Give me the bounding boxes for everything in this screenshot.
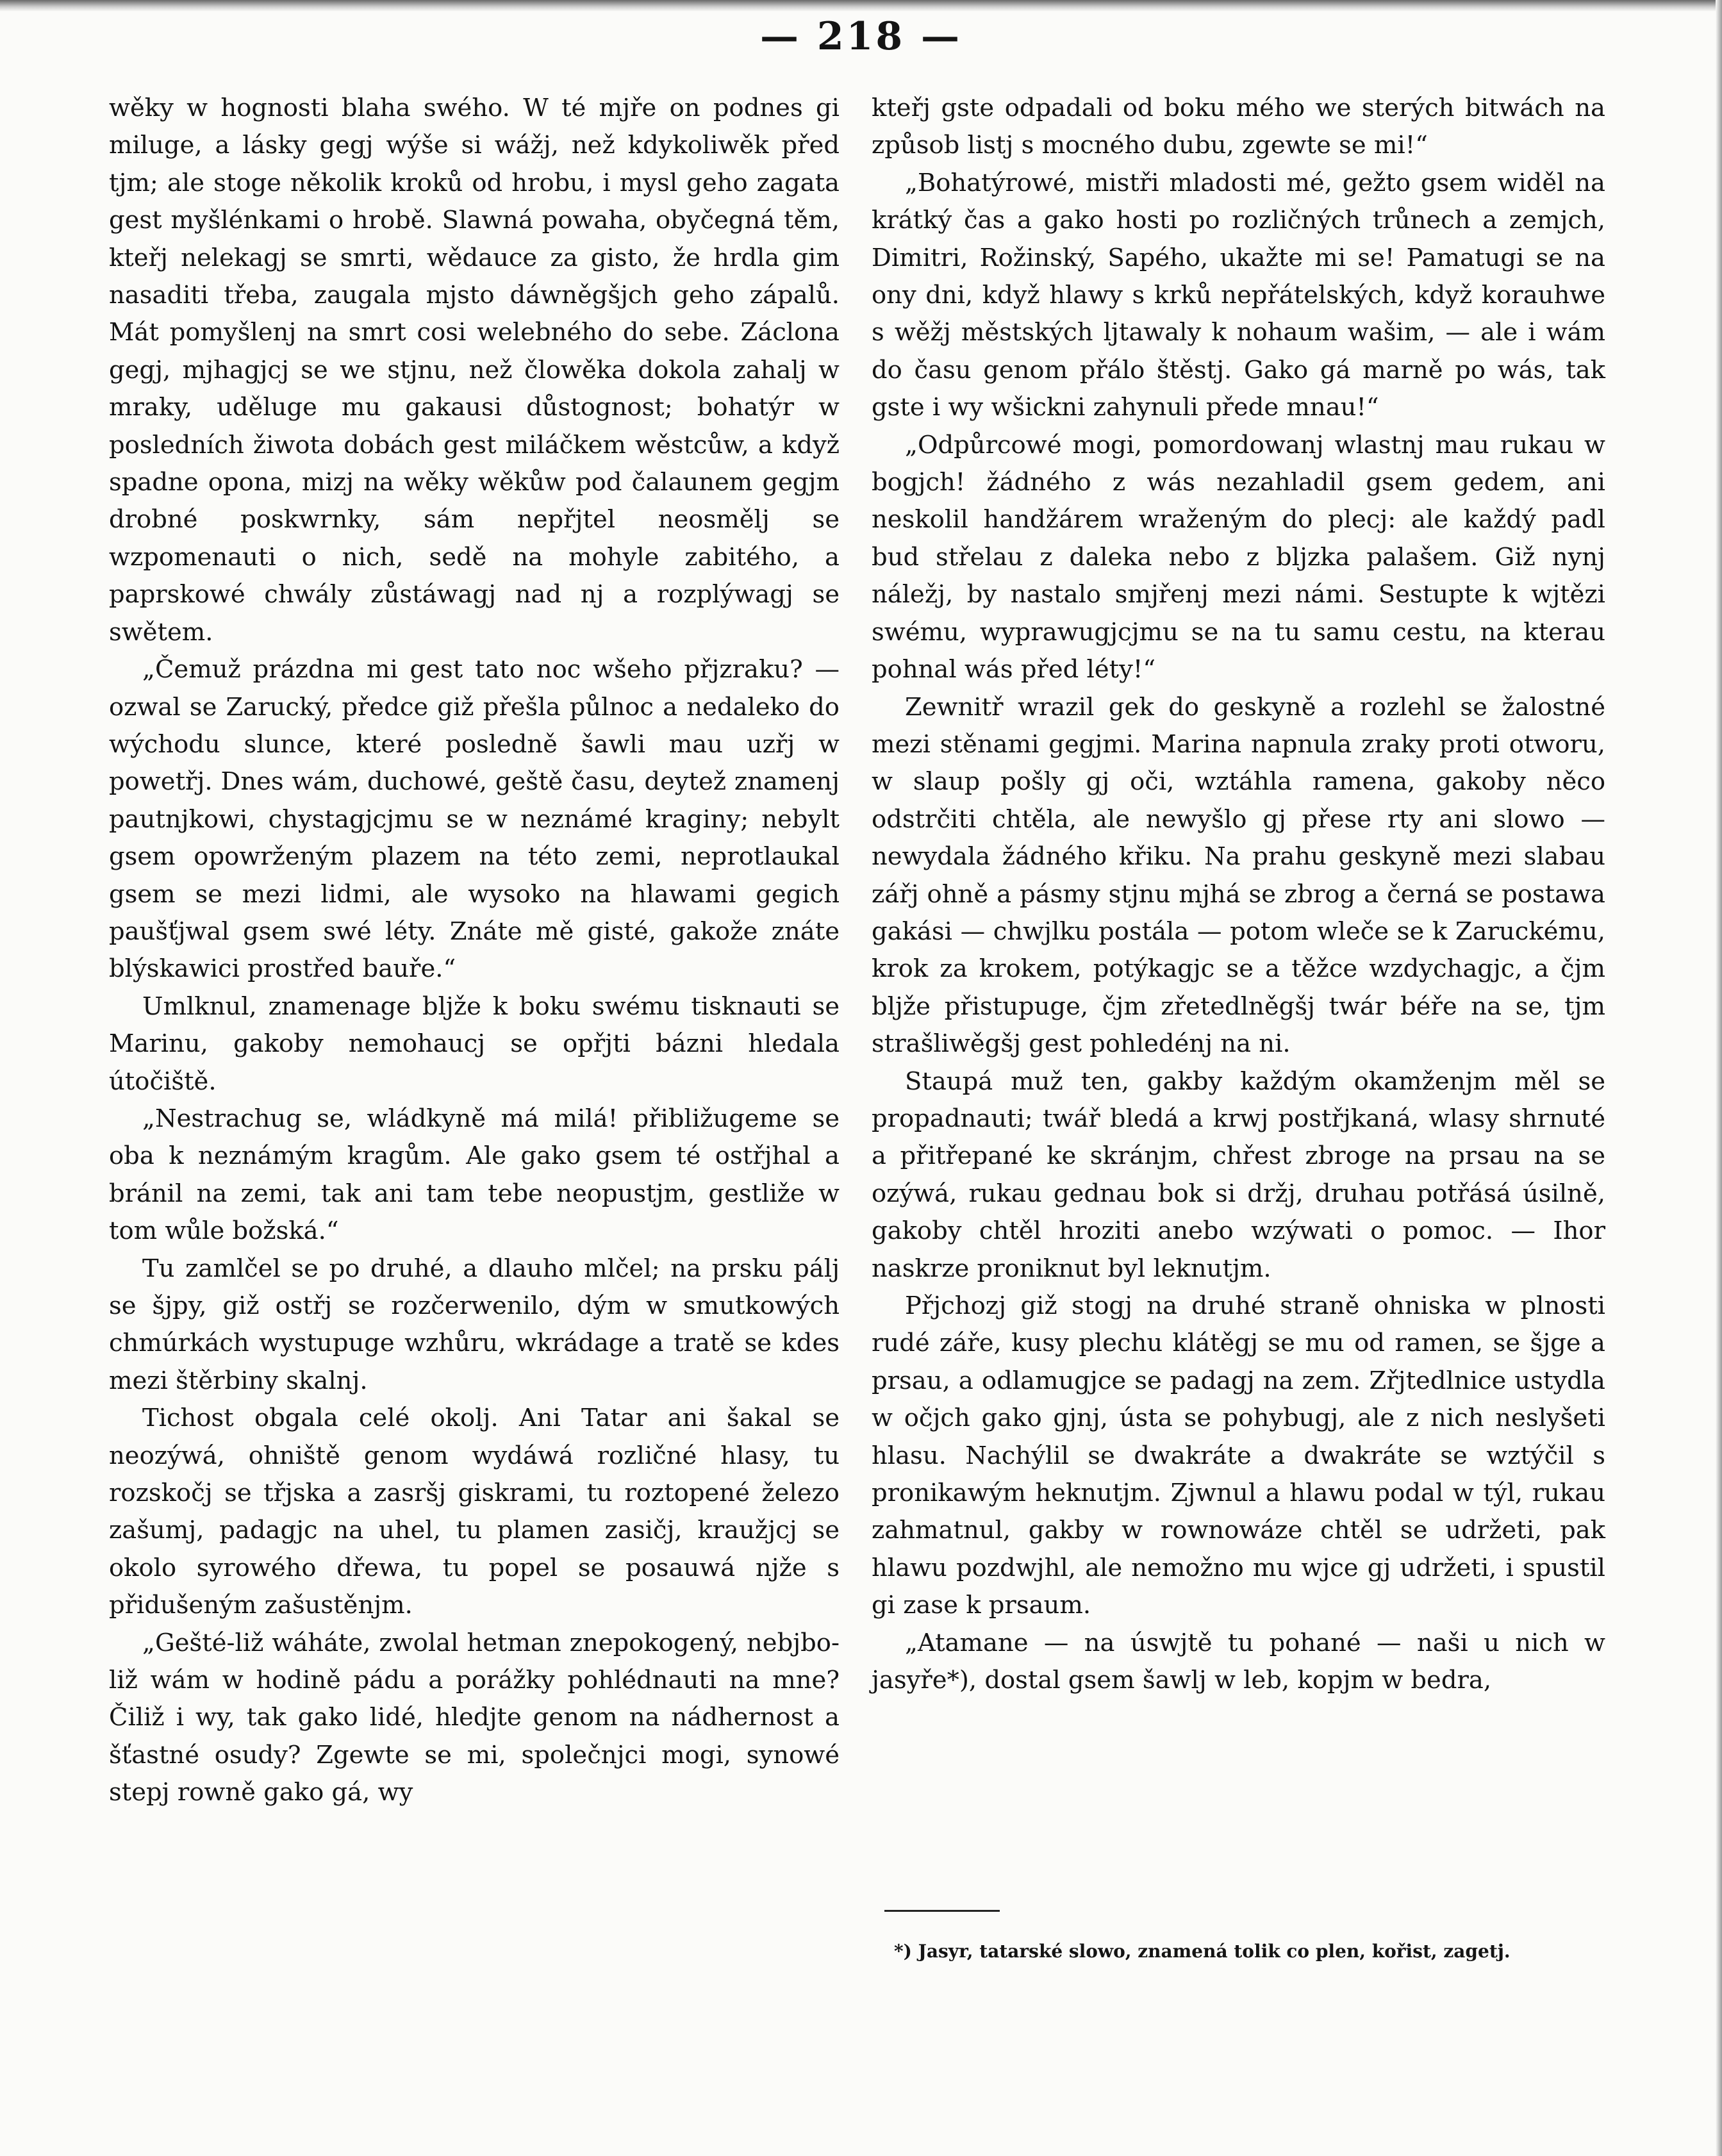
right-column (872, 90, 1605, 1699)
scan-right-edge (1716, 0, 1722, 2156)
paragraph: Tu zamlčel se po druhé, a dlauho mlčel; na prsku pálj se šjpy, giž ostřj se rozčerwenilo, dým w smutkowých chmúrkách wystupuge wzhůru, wkrádage a tratě se kdes mezi štěrbiny skalnj. (109, 1254, 840, 1395)
paragraph: Zewnitř wrazil gek do geskyně a rozlehl se žalostné mezi stěnami gegjmi. Marina napnula zraky proti otworu, w slaup pošly gj oči, wztáhla ramena, gakoby něco odstrčiti chtěla, ale newyšlo gj přese rty ani slowo — newydala žádného křiku. Na prahu geskyně mezi slabau zářj ohně a pásmy stjnu mjhá se zbrog a černá se postawa gakási — chwjlku postála — potom wleče se k Zaruckému, krok za krokem, potýkagjc se a těžce wzdychagjc, a čjm bljže přistupuge, čjm zřetedlněgšj twár béře na se, tjm strašliwěgšj gest pohledénj na ni. (872, 692, 1605, 1059)
paragraph: „Atamane — na úswjtě tu pohané — naši u nich w jasyře*), dostal gsem šawlj w leb, kopjm w bedra, (872, 1628, 1605, 1695)
footnote: *) Jasyr, tatarské slowo, znamená tolik co plen, kořist, zagetj. (894, 1941, 1511, 1962)
paragraph: Přjchozj giž stogj na druhé straně ohniska w plnosti rudé záře, kusy plechu klátěgj se mu od ramen, se šjge a prsau, a odlamugjce se padagj na zem. Zřjtedlnice ustydla w očjch gako gjnj, ústa se pohybugj, ale z nich neslyšeti hlasu. Nachýlil se dwakráte a dwakráte se wztýčil s pronikawým heknutjm. Zjwnul a hlawu podal w týl, rukau zahmatnul, gakby w rownowáze chtěl se udržeti, pak hlawu pozdwjhl, ale nemožno mu wjce gj udržeti, i spustil gi zase k prsaum. (872, 1291, 1605, 1620)
paragraph: „Bohatýrowé, mistři mladosti mé, gežto gsem widěl na krátký čas a gako hosti po rozličných trůnech a zemjch, Dimitri, Rožinský, Sapého, ukažte mi se! Pamatugi se na ony dni, když hlawy s krků nepřátelských, když korauhwe s wěžj městských ljtawaly k nohaum wašim, — ale i wám do času genom přálo štěstj. Gako gá marně po wás, tak gste i wy wšickni zahynuli přede mnau!“ (872, 168, 1605, 422)
paragraph: Umlknul, znamenage bljže k boku swému tisknauti se Marinu, gakoby nemohaucj se opřjti bázni hledala útočiště. (109, 991, 840, 1096)
paragraph: „Čemuž prázdna mi gest tato noc wšeho přjzraku? — ozwal se Zarucký, předce giž přešla půlnoc a nedaleko do wýchodu slunce, které posledně šawli mau uzřj w powetřj. Dnes wám, duchowé, geště času, deytež znamenj pautnjkowi, chystagjcjmu se w neznámé kraginy; nebylt gsem opowrženým plazem na této zemi, neprotlaukal gsem se mezi lidmi, ale wysoko na hlawami gegich paušťjwal gsem swé léty. Znáte mě gisté, gakože znáte blýskawici prostřed bauře.“ (109, 655, 840, 984)
paragraph: „Odpůrcowé mogi, pomordowanj wlastnj mau rukau w bogjch! žádného z wás nezahladil gsem gedem, ani neskolil handžárem wraženým do plecj: ale každý padl bud střelau z daleka nebo z bljzka palašem. Giž nynj náležj, by nastalo smjřenj mezi námi. Sestupte k wjtězi swému, wyprawugjcjmu se na tu samu cestu, na kterau pohnal wás před léty!“ (872, 430, 1605, 684)
page-number: — 218 — (759, 14, 963, 59)
paragraph: „Nestrachug se, wládkyně má milá! přibližugeme se oba k neznámým kragům. Ale gako gsem té ostřjhal a bránil na zemi, tak ani tam tebe neopustjm, gestliže w tom wůle božská.“ (109, 1104, 840, 1246)
scan-top-edge (0, 0, 1722, 12)
paragraph: Tichost obgala celé okolj. Ani Tatar ani šakal se neozýwá, ohniště genom wydáwá rozličné hlasy, tu rozskočj se třjska a zasršj giskrami, tu roztopené železo zašumj, padagjc na uhel, tu plamen zasičj, kraužjcj se okolo syrowého dřewa, tu popel se posauwá njže s přidušeným zašustěnjm. (109, 1404, 840, 1620)
footnote-divider (884, 1910, 1000, 1912)
paragraph: wěky w hognosti blaha swého. W té mjře on podnes gi miluge, a lásky gegj wýše si wážj, než kdykoliwěk před tjm; ale stoge několik kroků od hrobu, i mysl geho zagata gest myšlénkami o hrobě. Slawná powaha, obyčegná těm, kteřj nelekagj se smrti, wědauce za gisto, že hrdla gim nasaditi třeba, zaugala mjsto dáwněgšjch geho zápalů. Mát pomyšlenj na smrt cosi welebného do sebe. Záclona gegj, mjhagjcj se we stjnu, než člowěka dokola zahalj w mraky, uděluge mu gakausi důstognost; bohatýr w posledních žiwota dobách gest miláčkem wěstcůw, a když spadne opona, mizj na wěky wěkůw pod čalaunem gegjm drobné poskwrnky, sám nepřjtel neosmělj se wzpomenauti o nich, sedě na mohyle zabitého, a paprskowé chwály zůstáwagj nad nj a rozplýwagj se swětem. (109, 94, 840, 647)
paragraph: Staupá muž ten, gakby každým okamženjm měl se propadnauti; twář bledá a krwj postřjkaná, wlasy shrnuté a přitřepané ke skránjm, chřest zbroge na prsau na se ozýwá, rukau gednau bok si držj, druhau potřásá úsilně, gakoby chtěl hroziti anebo wzýwati o pomoc. — Ihor naskrze proniknut byl leknutjm. (872, 1066, 1605, 1283)
paragraph: kteřj gste odpadali od boku mého we sterých bitwách na způsob listj s mocného dubu, zgewte se mi!“ (872, 94, 1605, 160)
paragraph: „Gešté-liž wáháte, zwolal hetman znepokogený, nebjbo-liž wám w hodině pádu a porážky pohlédnauti na mne? Čiliž i wy, tak gako lidé, hledjte genom na nádhernost a šťastné osudy? Zgewte se mi, společnjci mogi, synowé stepj rowně gako gá, wy (109, 1628, 840, 1807)
left-column (109, 90, 840, 1812)
